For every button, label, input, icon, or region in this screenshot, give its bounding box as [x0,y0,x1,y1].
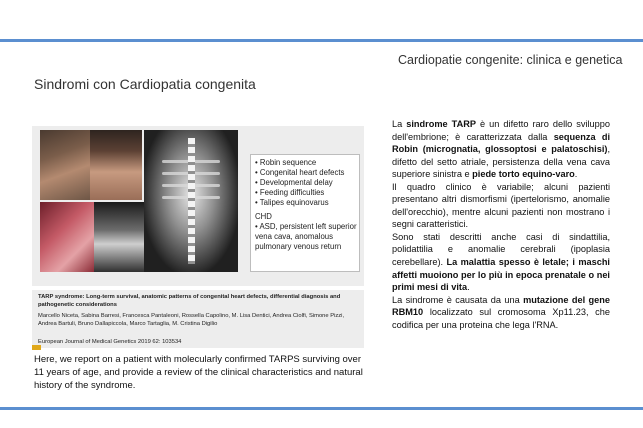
feature-item: • Robin sequence [255,158,317,167]
text-run: , difetto del setto atriale, persistenza della vena cava superiore sinistra e [392,144,610,180]
feature-item: • Feeding difficulties [255,188,325,197]
citation-journal: European Journal of Medical Genetics 2019 62: 103534 [38,339,182,345]
chd-item: pulmonary venous return [255,242,342,251]
bold-run: piede torto equino-varo [472,169,575,180]
paragraph-1 [392,118,610,181]
feature-item: • Talipes equinovarus [255,198,329,207]
citation-title-line: pathogenetic considerations [38,302,117,308]
paragraph-3 [392,231,610,294]
features-box [250,154,360,272]
citation-authors-line: Andrea Bartuli, Bruno Dallapiccola, Marco Tartaglia, M. Cristina Digilio [38,321,218,327]
feature-item: • Congenital heart defects [255,168,345,177]
text-run: è un difetto raro dello sviluppo dell'embrione; è caratterizzata dalla [392,119,610,142]
citation-authors [38,312,358,328]
bottom-divider [0,407,643,410]
chd-item: • ASD, persistent left superior [255,222,357,231]
bold-run: sequenza di Robin (micrognatia, glossoptosi e palatoschisi) [392,131,610,155]
paragraph-2: Il quadro clinico è variabile; alcuni pazienti presentano altri dismorfismi (ipertelorismo, anomalie dell'orecchio), mentre alcuni pazienti non mostrano i segni caratteristici. [392,181,610,230]
spine-xray-image [144,130,238,272]
patient-face-photo-2 [90,130,142,200]
bookmark-flag-icon [32,345,41,350]
figure-caption: Here, we report on a patient with molecularly confirmed TARPS surviving over 11 years of age, and provide a review of the clinical characteristics and natural history of the syndrome. [34,354,363,391]
bold-run: mutazione del gene RBM10 [392,294,610,318]
top-divider [0,39,643,42]
bold-run: sindrome TARP [406,119,476,129]
chd-heading: CHD [255,212,272,221]
text-run: localizzato sul cromosoma Xp11.23, che codifica per una proteina che lega l'RNA. [392,307,610,330]
citation-authors-line: Marcello Niceta, Sabina Barresi, Francesca Pantaleoni, Rossella Capolino, M. Lisa Dentici, Andrea Ciolfi, Simone Pizzi, [38,313,345,319]
citation-title [38,293,358,309]
citation-title-line: TARP syndrome: Long-term survival, anatomic patterns of congenital heart defects, differential diagnosis and [38,294,341,300]
paragraph-4 [392,294,610,332]
body-text [392,118,610,331]
patient-face-photo-1 [40,130,90,200]
clinical-figure [32,126,364,286]
feet-xray-image [94,202,150,272]
vertebral-column [188,138,195,264]
section-title: Cardiopatie congenite: clinica e genetica [398,53,623,67]
text-run: Sono stati descritti anche casi di sindattilia, polidattilia e anomalie cerebrali (ipoplasia cerebellare). [392,231,610,268]
feature-item: • Developmental delay [255,178,333,187]
text-run: La [392,119,407,129]
patient-hand-photo [40,202,94,272]
text-run: . [467,282,470,293]
bold-run: La malattia spesso è letale; i maschi affetti muoiono per lo più in epoca prenatale o nei primi mesi di vita [392,257,610,293]
chd-item: vena cava, anomalous [255,232,334,241]
text-run: La sindrome è causata da una [392,294,524,305]
text-run: . [574,169,578,180]
paper-citation [32,290,364,348]
slide-title: Sindromi con Cardiopatia congenita [34,76,256,92]
